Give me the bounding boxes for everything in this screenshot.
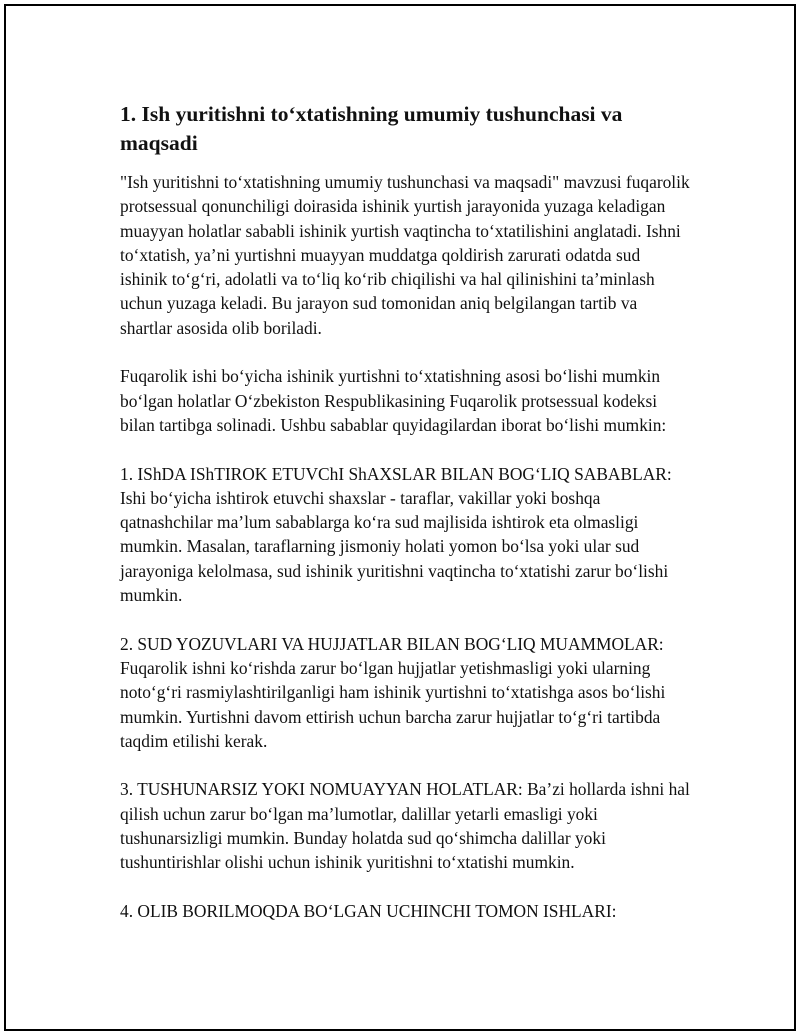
section-heading: 1. Ish yuritishni to‘xtatishning umumiy tushunchasi va maqsadi: [120, 102, 623, 155]
paragraph-intro: "Ish yuritishni to‘xtatishning umumiy tushunchasi va maqsadi" mavzusi fuqarolik protsessual qonunchiligi doirasida ishinik yurtish jarayonida yuzaga keladigan muayyan holatlar sababli ishinik yurtish vaqtincha to‘xtatilishini anglatadi. Ishni to‘xtatish, ya’ni yurtishni muayyan muddatga qoldirish zarurati odatda sud ishinik to‘g‘ri, adolatli va to‘liq ko‘rib chiqilishi va hal qilinishini ta’minlash uchun yuzaga keladi. Bu jarayon sud tomonidan aniq belgilangan tartib va shartlar asosida olib boriladi.: [120, 172, 690, 338]
paragraph-reason-4: 4. OLIB BORILMOQDA BO‘LGAN UCHINCHI TOMON ISHLARI:: [120, 900, 617, 921]
paragraph-reason-2: 2. SUD YOZUVLARI VA HUJJATLAR BILAN BOG‘LIQ MUAMMOLAR: Fuqarolik ishni ko‘rishda zarur bo‘lgan hujjatlar yetishmasligi yoki ularning noto‘g‘ri rasmiylashtirilganligi ham ishinik yurtishni to‘xtatishga asos bo‘lishi mumkin. Yurtishni davom ettirish uchun barcha zarur hujjatlar to‘g‘ri tartibda taqdim etilishi kerak.: [120, 633, 666, 751]
document-body: [120, 100, 690, 948]
paragraph-reason-1: 1. IShDA IShTIROK ETUVChI ShAXSLAR BILAN BOG‘LIQ SABABLAR: Ishi bo‘yicha ishtirok etuvchi shaxslar - taraflar, vakillar yoki boshqa qatnashchilar ma’lum sabablarga ko‘ra sud majlisida ishtirok eta olmasligi mumkin. Masalan, taraflarning jismoniy holati yomon bo‘lsa yoki ular sud jarayoniga kelolmasa, sud ishinik yuritishni vaqtincha to‘xtatishi zarur bo‘lishi mumkin.: [120, 463, 672, 606]
document-page: [4, 4, 796, 1031]
paragraph-reason-3: 3. TUSHUNARSIZ YOKI NOMUAYYAN HOLATLAR: Ba’zi hollarda ishni hal qilish uchun zarur bo‘lgan ma’lumotlar, dalillar yetarli emasligi yoki tushunarsizligi mumkin. Bunday holatda sud qo‘shimcha dalillar yoki tushuntirishlar olishi uchun ishinik yuritishni to‘xtatishi mumkin.: [120, 779, 690, 873]
paragraph-grounds: Fuqarolik ishi bo‘yicha ishinik yurtishni to‘xtatishning asosi bo‘lishi mumkin bo‘lgan holatlar O‘zbekiston Respublikasining Fuqarolik protsessual kodeksi bilan tartibga solinadi. Ushbu sabablar quyidagilardan iborat bo‘lishi mumkin:: [120, 366, 667, 435]
